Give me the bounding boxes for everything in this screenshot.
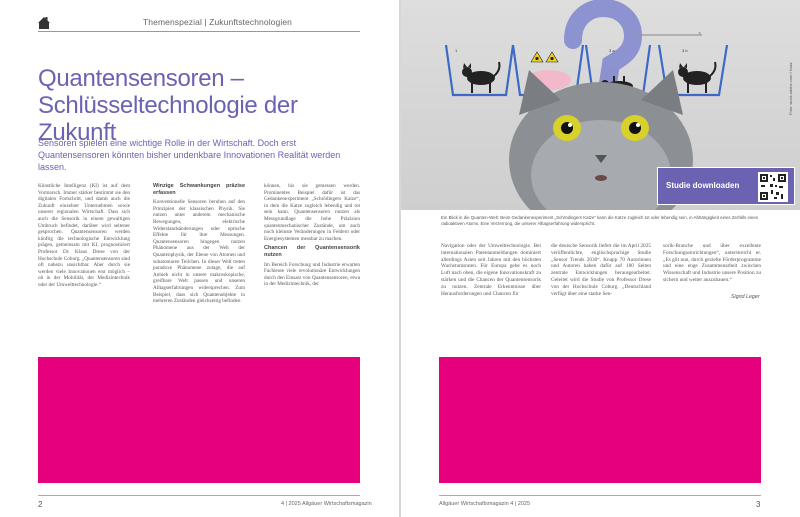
title-line-2: Schlüsseltechnologie der Zukunft [38, 92, 298, 146]
download-study-button[interactable] [657, 167, 795, 205]
column-4-text: Navigation oder der Umwelttechnologie. Bei internationalen Patentanmeldungen dominiert allerdings Asien seit Jahren mit den höchsten Wachstumsraten. Für Europa gebe es noch Luft nach oben, die eigene Innovationskraft zu stärken und die Chancen der Quantensensorik zu nutzen. Zentrale Erkenntnisse über Herausforderungen und Chancen für [441, 243, 541, 297]
column-1-text: Künstliche Intelligenz (KI) ist auf dem Vormarsch. Immer stärker bestimmt sie den digitalen Fortschritt, und damit auch die Zukunft einzelner Unternehmen sowie unserer regionalen Wirtschaft. Dass sich auch die Sensorik in einem gewaltigen Umbruch befindet, darüber wird seltener gesprochen. Quantensensoren werden künftig die technologische Entwicklung prägen, gemeinsam mit KI, prognostiziert Professor Dr. Klaus Drese von der Hochschule Coburg. „Quantensensoren sind oft nahezu unsichtbar. Aber durch sie werden viele Innovationen erst möglich – ob in der Mobilität, der Medizintechnik oder der Umwelttechnologie.“ [38, 183, 130, 288]
page-right [401, 0, 800, 517]
ad-placeholder-right [439, 357, 761, 483]
ad-placeholder-left [38, 357, 360, 483]
text-column-3 [264, 183, 360, 291]
lead-paragraph: Sensoren spielen eine wichtige Rolle in der Wirtschaft. Doch erst Quantensensoren könnten bisher undenkbare Innovationen Realität werden lassen. [38, 138, 341, 172]
title-line-1: Quantensensoren – [38, 65, 244, 92]
footer-rule [38, 495, 360, 496]
section-header: Themenspezial | Zukunftstechnologien [143, 17, 292, 27]
subheading-2: Chancen der Quantensensorik nutzen [264, 245, 360, 258]
text-column-5 [551, 243, 651, 297]
column-2-text: Konventionelle Sensoren beruhen auf den Prinzipien der klassischen Physik. Sie nutzen unter anderem mechanische Bewegungen, elektrische Widerstandsänderungen oder optische Effekte für ihre Messungen. Quantensensoren hingegen nutzen Phänomene aus der Welt der Quantenphysik, der Ebene von Atomen und subatomaren Teilchen. In dieser Welt treten paradoxe Phänomene zutage, die auf Anhieb nicht in unsere makroskopische, greifbare Welt passen und unseren Alltagserfahrungen widersprechen. Zum Beispiel, dass sich Quantenobjekte in mehreren Zuständen gleichzeitig befinden [153, 199, 245, 305]
svg-text:3 a: 3 a [609, 48, 615, 53]
text-column-2 [153, 183, 245, 308]
column-6-text: sorik-Branche und über exzellente Forschungseinrichtungen“, unterstreicht er. „Es gilt nun, durch gezielte Förderprogramme und eine enge Zusammenarbeit zwischen Wissenschaft und Industrie unsere Position zu sichern und weiter auszubauen.“ [663, 243, 761, 283]
radiation-icon [531, 52, 558, 62]
qr-code-icon[interactable] [758, 172, 788, 202]
column-3-text-a: können, bis sie gemessen werden. Prominentes Beispiel dafür ist das Gedankenexperiment „Schrödingers Katze“, in dem die Katze zugleich lebendig und tot sein kann. Quantensensoren nutzen als Messgrundlage die hohe Präzision quantenmechanischer Zustände, um auch noch kleinste Veränderungen in Feldern oder Energiesystemen messbar zu machen. [264, 183, 360, 242]
column-3-text-b: Im Bereich Forschung und Industrie erwarten Fachleute viele revolutionäre Entwicklungen durch den Einsatz von Quantensensoren, etwa in der Medizintechnik, der [264, 261, 360, 288]
subheading-1: Winzige Schwankungen präzise erfassen [153, 183, 245, 196]
page-left [0, 0, 399, 517]
page-number-right: 3 [756, 500, 761, 509]
footer-text-right: Allgäuer Wirtschaftsmagazin 4 | 2025 [439, 501, 530, 507]
footer-rule-right [439, 495, 761, 496]
page-number: 2 [38, 500, 43, 509]
column-5-text: die deutsche Sensorik liefert die im April 2025 veröffentlichte, englischsprachige Studie „Sensor Trends 2030“. Knapp 70 Autorinnen und Autoren haben dafür auf 180 Seiten zentrale Entwicklungen herausgearbeitet. Geleitet wird die Studie von Professor Drese von der Hochschule Coburg. „Deutschland verfügt über eine starke Sen- [551, 243, 651, 297]
footer-text: 4 | 2025 Allgäuer Wirtschaftsmagazin [281, 501, 372, 507]
svg-text:1: 1 [455, 48, 458, 53]
cover-photo [401, 0, 800, 210]
text-column-6 [663, 243, 761, 284]
header-rule [38, 31, 360, 32]
house-icon [38, 16, 50, 30]
article-title [38, 65, 368, 146]
photo-caption: Ein Blick in die Quanten-Welt: Beim Gedankenexperiment „Schrödingers Katze“ kann die Katze zugleich tot oder lebendig sein, in Abhängigkeit eines Zerfalls eines radioaktiven Atoms. Eine Verzerrung, die unserer Alltagserfahrung widerspricht. [441, 215, 758, 226]
photo-credit: Foto: stock.adobe.com / Xxxx [788, 62, 793, 115]
text-column-1 [38, 183, 130, 292]
download-label: Studie downloaden [666, 181, 740, 190]
svg-text:3 b: 3 b [682, 48, 688, 53]
author-name: Sigrid Leger [731, 294, 760, 300]
text-column-4 [441, 243, 541, 297]
